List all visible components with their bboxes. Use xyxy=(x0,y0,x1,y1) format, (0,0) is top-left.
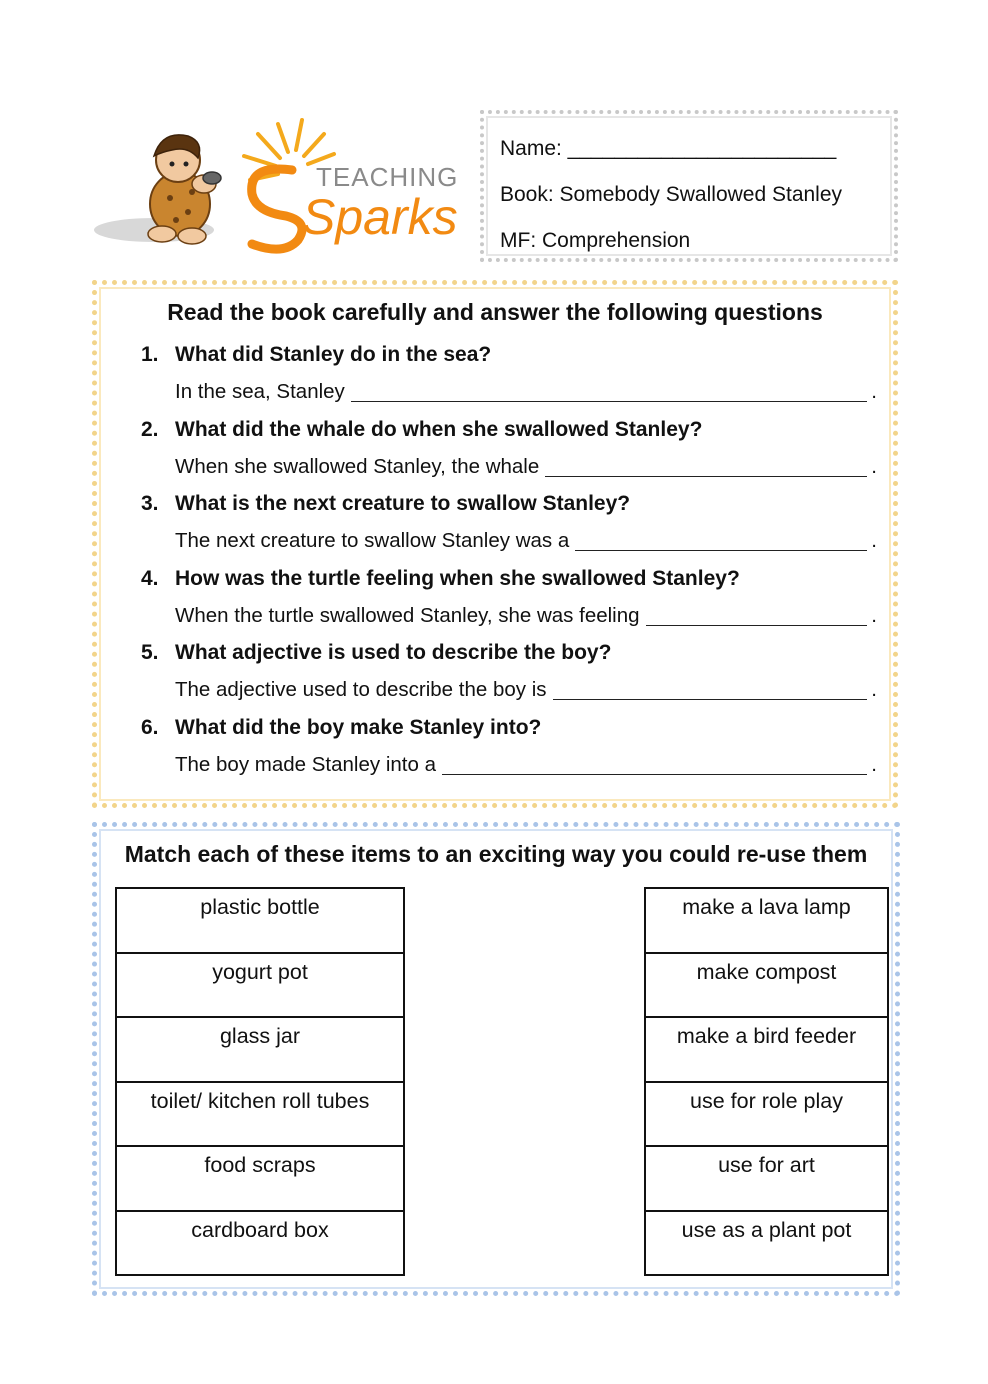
question-item xyxy=(141,337,877,412)
answer-blank[interactable] xyxy=(575,522,867,551)
use-cell[interactable]: use for art xyxy=(646,1147,887,1212)
answer-end-mark: . xyxy=(871,454,877,478)
question-text: What did the boy make Stanley into? xyxy=(175,715,542,739)
name-field-line[interactable]: Name: _______________________ xyxy=(500,137,837,160)
answer-prompt: The adjective used to describe the boy is xyxy=(175,678,547,702)
question-number: 5. xyxy=(141,641,159,665)
comprehension-questions-panel xyxy=(92,280,898,808)
item-cell[interactable]: toilet/ kitchen roll tubes xyxy=(117,1083,403,1148)
item-cell[interactable]: yogurt pot xyxy=(117,954,403,1019)
question-number: 6. xyxy=(141,715,159,739)
items-column xyxy=(115,887,405,1276)
answer-prompt: The boy made Stanley into a xyxy=(175,752,436,776)
answer-end-mark: . xyxy=(871,752,877,776)
answer-blank[interactable] xyxy=(553,671,868,700)
answer-blank[interactable] xyxy=(545,448,867,477)
question-item xyxy=(141,710,877,785)
answer-end-mark: . xyxy=(871,603,877,627)
book-title-line: Book: Somebody Swallowed Stanley xyxy=(500,183,843,206)
mf-line: MF: Comprehension xyxy=(500,229,691,252)
matching-activity-panel xyxy=(92,822,900,1296)
use-cell[interactable]: make a bird feeder xyxy=(646,1018,887,1083)
question-number: 3. xyxy=(141,492,159,516)
use-cell[interactable]: use as a plant pot xyxy=(646,1212,887,1277)
answer-blank[interactable] xyxy=(646,597,868,626)
question-item xyxy=(141,635,877,710)
use-cell[interactable]: make compost xyxy=(646,954,887,1019)
answer-prompt: In the sea, Stanley xyxy=(175,380,345,403)
question-number: 4. xyxy=(141,566,159,590)
logo-sparks-text: Sparks xyxy=(302,189,458,245)
questions-list xyxy=(141,337,877,785)
uses-column xyxy=(644,887,889,1276)
answer-end-mark: . xyxy=(871,380,877,403)
matching-heading: Match each of these items to an exciting way you could re-use them xyxy=(124,841,868,867)
question-text: What adjective is used to describe the boy? xyxy=(175,641,612,665)
question-text: What did the whale do when she swallowed Stanley? xyxy=(175,417,703,441)
answer-prompt: When she swallowed Stanley, the whale xyxy=(175,454,540,478)
question-text: What is the next creature to swallow Stanley? xyxy=(175,492,631,516)
student-info-box xyxy=(480,110,898,262)
teaching-sparks-logo xyxy=(92,112,464,262)
answer-blank[interactable] xyxy=(442,746,867,775)
question-number: 1. xyxy=(141,343,159,366)
question-item xyxy=(141,561,877,636)
answer-end-mark: . xyxy=(871,529,877,553)
logo-teaching-text: TEACHING xyxy=(316,162,459,192)
item-cell[interactable]: food scraps xyxy=(117,1147,403,1212)
use-cell[interactable]: make a lava lamp xyxy=(646,889,887,954)
answer-blank[interactable] xyxy=(351,373,867,402)
logo-graphic xyxy=(92,112,464,262)
answer-end-mark: . xyxy=(871,678,877,702)
question-text: What did Stanley do in the sea? xyxy=(175,343,492,366)
question-item xyxy=(141,486,877,561)
item-cell[interactable]: glass jar xyxy=(117,1018,403,1083)
item-cell[interactable]: plastic bottle xyxy=(117,889,403,954)
question-item xyxy=(141,412,877,487)
question-number: 2. xyxy=(141,417,159,441)
answer-prompt: The next creature to swallow Stanley was a xyxy=(175,529,570,553)
use-cell[interactable]: use for role play xyxy=(646,1083,887,1148)
questions-heading: Read the book carefully and answer the following questions xyxy=(167,299,823,325)
question-text: How was the turtle feeling when she swallowed Stanley? xyxy=(175,566,740,590)
item-cell[interactable]: cardboard box xyxy=(117,1212,403,1277)
answer-prompt: When the turtle swallowed Stanley, she was feeling xyxy=(175,603,640,627)
